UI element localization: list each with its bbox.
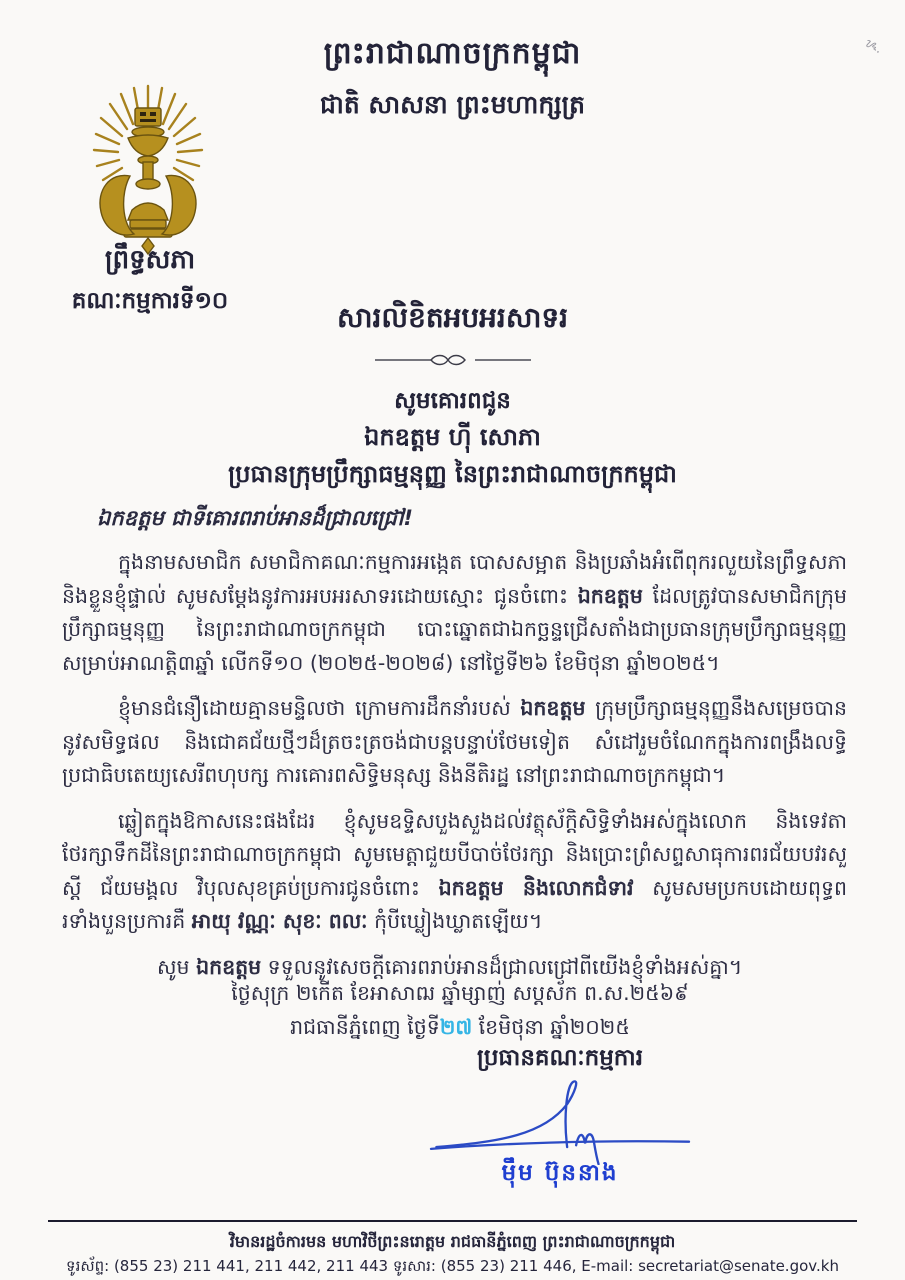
gregorian-date-line bbox=[140, 1010, 780, 1044]
signature-block bbox=[388, 1044, 732, 1192]
footer-contact: ទូរស័ព្ទ: (855 23) 211 441, 211 442, 211 443 ទូរសារ: (855 23) 211 446, E-mail: secretariat@senate.gov.kh bbox=[66, 1257, 839, 1275]
signer-name: ម៉ឹម ប៊ុននាង bbox=[501, 1160, 619, 1186]
senate-royal-emblem-icon bbox=[88, 80, 208, 270]
national-motto: ជាតិ សាសនា ព្រះមហាក្សត្រ bbox=[320, 90, 585, 119]
letter-footer bbox=[48, 1220, 857, 1278]
recipient-title: ប្រធានក្រុមប្រឹក្សាធម្មនុញ្ញ នៃព្រះរាជាណាចក្រកម្ពុជា bbox=[228, 460, 677, 488]
ornamental-divider-icon bbox=[0, 352, 905, 371]
signature-ink-icon bbox=[420, 1079, 700, 1165]
sender-commission: គណៈកម្មការទី១០ bbox=[71, 288, 229, 314]
kingdom-title: ព្រះរាជាណាចក្រកម្ពុជា bbox=[323, 36, 582, 71]
recipient-name: ឯកឧត្តម ហ៊ី សោភា bbox=[364, 423, 541, 451]
closing-line: សូម ឯកឧត្តម ទទួលនូវសេចក្តីគោរពរាប់អានដ៏ជ្រាលជ្រៅពីយើងខ្ញុំទាំងអស់គ្នា។ bbox=[157, 954, 743, 979]
letter-body bbox=[62, 546, 847, 984]
date-suffix: ខែមិថុនា ឆ្នាំ២០២៥ bbox=[472, 1015, 630, 1039]
date-prefix: រាជធានីភ្នំពេញ ថ្ងៃទី bbox=[290, 1015, 440, 1039]
document-title: សារលិខិតអបអរសាទរ bbox=[336, 301, 569, 334]
footer-address: វិមានរដ្ឋចំការមន មហាវិថីព្រះនរោត្តម រាជធានីភ្នំពេញ ព្រះរាជាណាចក្រកម្ពុជា bbox=[229, 1232, 676, 1251]
lunar-date-line: ថ្ងៃសុក្រ ២កើត ខែអាសាឍ ឆ្នាំម្សាញ់ សប្តស័ក ព.ស.២៥៦៩ bbox=[231, 981, 689, 1005]
body-paragraph: ឆ្លៀតក្នុងឱកាសនេះផងដែរ ខ្ញុំសូមឧទ្ទិសបួងសួងដល់វត្ថុស័ក្តិសិទ្ធិទាំងអស់ក្នុងលោក និងទេវតាថែរក្សាទឹកដីនៃព្រះរាជាណាចក្រកម្ពុជា សូមមេត្តាជួយបីបាច់ថែរក្សា និងប្រោះព្រំសព្ទសាធុការពរជ័យបវរសួស្តី ជ័យមង្គល វិបុលសុខគ្រប់ប្រការជូនចំពោះ ឯកឧត្តម និងលោកជំទាវ សូមសមប្រកបដោយពុទ្ធពរទាំងបួនប្រការគឺ អាយុ វណ្ណៈ សុខៈ ពលៈ កុំបីឃ្លៀងឃ្លាតឡើយ។ bbox=[62, 808, 848, 933]
handwritten-day: ២៧ bbox=[439, 1015, 473, 1039]
body-paragraph: ក្នុងនាមសមាជិក សមាជិកាគណៈកម្មការអង្កេត បោសសម្អាត និងប្រឆាំងអំពើពុករលួយនៃព្រឹទ្ធសភា និងខ្លួនខ្ញុំផ្ទាល់ សូមសម្តែងនូវការអបអរសាទរដោយស្មោះ ជូនចំពោះ ឯកឧត្តម ដែលត្រូវបានសមាជិកក្រុមប្រឹក្សាធម្មនុញ្ញ នៃព្រះរាជាណាចក្រកម្ពុជា បោះឆ្នោតជាឯកច្ឆន្ទជ្រើសតាំងជាប្រធានក្រុមប្រឹក្សាធម្មនុញ្ញ សម្រាប់អាណត្តិ៣ឆ្នាំ លើកទី១០ (២០២៥-២០២៨) នៅថ្ងៃទី២៦ ខែមិថុនា ឆ្នាំ២០២៥។ bbox=[62, 550, 847, 675]
signer-role: ប្រធានគណៈកម្មការ bbox=[476, 1045, 644, 1071]
salutation-line: សូមគោរពជូន bbox=[394, 388, 511, 414]
sender-institution: ព្រឹទ្ធសភា bbox=[104, 245, 196, 275]
pen-ink-mark: ᝰ. bbox=[861, 35, 885, 58]
salutation-block bbox=[0, 383, 905, 493]
dateline-block bbox=[140, 976, 780, 1044]
body-paragraph: ខ្ញុំមានជំនឿដោយគ្មានមន្ទិលថា ក្រោមការដឹកនាំរបស់ ឯកឧត្តម ក្រុមប្រឹក្សាធម្មនុញ្ញនឹងសម្រេចបាននូវសមិទ្ធផល និងជោគជ័យថ្មីៗដ៏ត្រចះត្រចង់ជាបន្តបន្ទាប់ថែមទៀត សំដៅរួមចំណែកក្នុងការពង្រឹងលទ្ធិប្រជាធិបតេយ្យសេរីពហុបក្ស ការគោរពសិទ្ធិមនុស្ស និងនីតិរដ្ឋ នៅព្រះរាជាណាចក្រកម្ពុជា។ bbox=[62, 696, 847, 787]
greeting-line: ឯកឧត្តម ជាទីគោរពរាប់អានដ៏ជ្រាលជ្រៅ! bbox=[97, 506, 413, 530]
